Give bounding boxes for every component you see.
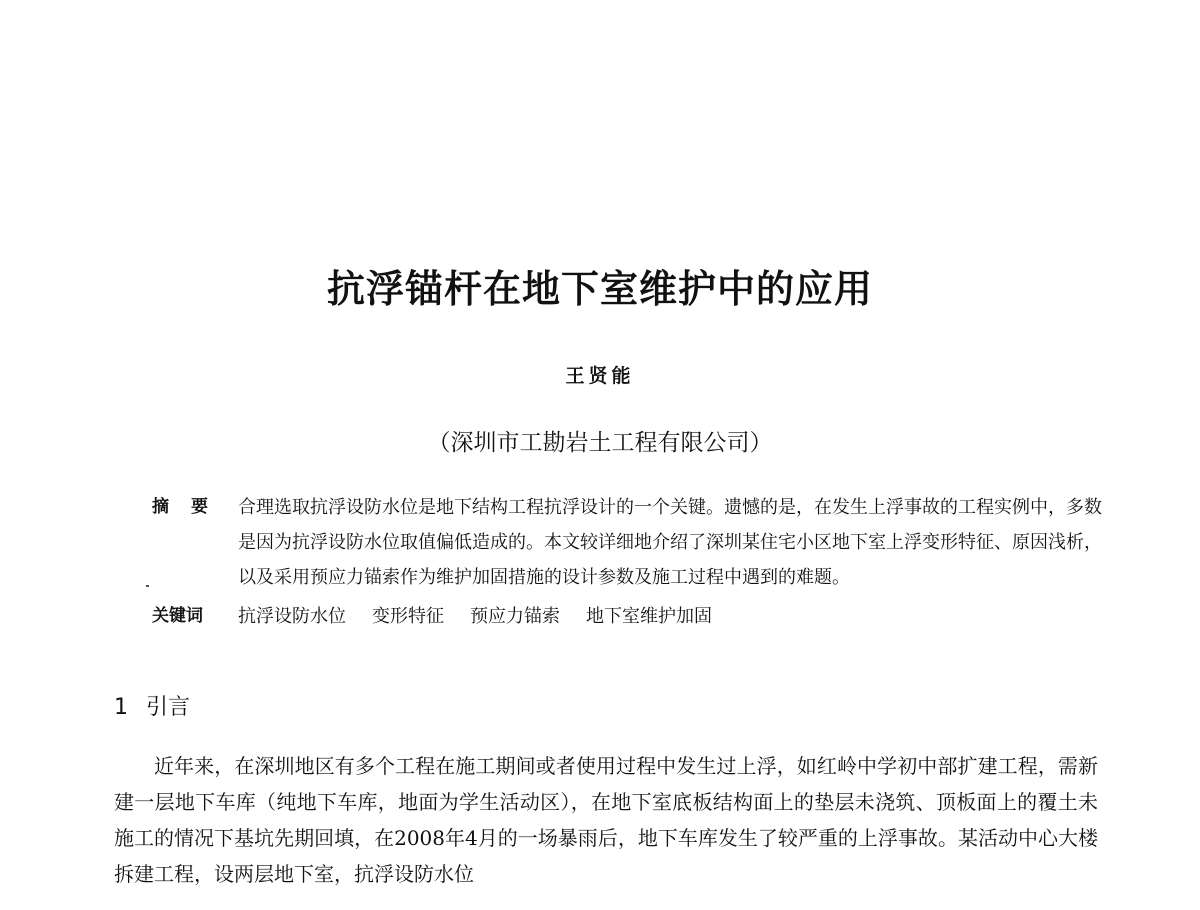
section-heading — [114, 690, 190, 721]
author-affiliation: （深圳市工勘岩土工程有限公司） — [427, 430, 773, 456]
keyword: 预应力锚索 — [470, 606, 560, 627]
keywords-row — [152, 599, 1102, 634]
scan-speck — [146, 585, 149, 587]
keyword: 地下室维护加固 — [586, 606, 712, 627]
keyword: 变形特征 — [372, 606, 444, 627]
body-paragraph: 近年来，在深圳地区有多个工程在施工期间或者使用过程中发生过上浮，如红岭中学初中部扩建工程，需新建一层地下车库（纯地下车库，地面为学生活动区），在地下室底板结构面上的垫层未浇筑、顶板面上的覆土未施工的情况下基坑先期回填，在2008年4月的一场暴雨后，地下车库发生了较严重的上浮事故。某活动中心大楼拆建工程，设两层地下室，抗浮设防水位 — [114, 754, 1098, 886]
abstract-text: 合理选取抗浮设防水位是地下结构工程抗浮设计的一个关键。遗憾的是，在发生上浮事故的工程实例中，多数是因为抗浮设防水位取值偏低造成的。本文较详细地介绍了深圳某住宅小区地下室上浮变形特征、原因浅析，以及采用预应力锚索作为维护加固措施的设计参数及施工过程中遇到的难题。 — [238, 497, 1102, 588]
abstract-row — [152, 490, 1102, 595]
keywords-label: 关键词 — [152, 606, 203, 626]
section-number: 1 — [114, 695, 128, 720]
keyword: 抗浮设防水位 — [238, 606, 346, 627]
section-title: 引言 — [146, 695, 191, 720]
paper-title: 抗浮锚杆在地下室维护中的应用 — [326, 267, 873, 311]
keywords-list — [238, 599, 1102, 634]
abstract-label: 摘要 — [152, 497, 230, 517]
author-name: 王贤能 — [565, 365, 635, 387]
abstract-block — [152, 490, 1102, 634]
